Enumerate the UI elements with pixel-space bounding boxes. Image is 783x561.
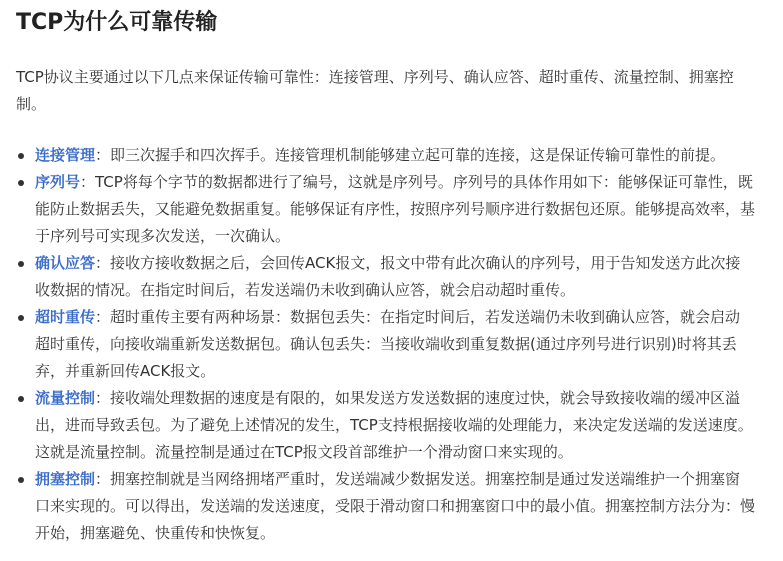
point-text: ：超时重传主要有两种场景：数据包丢失：在指定时间后，若发送端仍未收到确认应答，就会启动超时重传，向接收端重新发送数据包。确认包丢失：当接收端收到重复数据(通过序列号进行识别)时将其丢弃，并重新回传ACK报文。 (35, 308, 741, 380)
bullet-icon (18, 180, 24, 186)
list-item-connection-management (16, 142, 755, 169)
list-item-acknowledgement (16, 250, 755, 304)
bullet-icon (18, 315, 24, 321)
bullet-icon (18, 153, 24, 159)
point-text: ：即三次握手和四次挥手。连接管理机制能够建立起可靠的连接，这是保证传输可靠性的前提。 (95, 146, 726, 164)
point-text: ：接收端处理数据的速度是有限的，如果发送方发送数据的速度过快，就会导致接收端的缓冲区溢出，进而导致丢包。为了避免上述情况的发生，TCP支持根据接收端的处理能力，来决定发送端的发送速度。这就是流量控制。流量控制是通过在TCP报文段首部维护一个滑动窗口来实现的。 (35, 389, 753, 461)
bullet-icon (18, 396, 24, 402)
list-item-sequence-number (16, 169, 755, 250)
list-item-flow-control (16, 385, 755, 466)
list-item-timeout-retransmission (16, 304, 755, 385)
term-congestion-control: 拥塞控制 (35, 470, 96, 488)
term-flow-control: 流量控制 (35, 389, 96, 407)
term-sequence-number: 序列号 (35, 173, 81, 191)
reliability-points-list (16, 142, 755, 547)
point-text: ：TCP将每个字节的数据都进行了编号，这就是序列号。序列号的具体作用如下：能够保证可靠性，既能防止数据丢失，又能避免数据重复。能够保证有序性，按照序列号顺序进行数据包还原。能够提高效率，基于序列号可实现多次发送，一次确认。 (35, 173, 756, 245)
point-text: ：接收方接收数据之后，会回传ACK报文，报文中带有此次确认的序列号，用于告知发送方此次接收数据的情况。在指定时间后，若发送端仍未收到确认应答，就会启动超时重传。 (35, 254, 741, 299)
bullet-icon (18, 477, 24, 483)
term-timeout-retransmission: 超时重传 (35, 308, 96, 326)
page-title: TCP为什么可靠传输 (16, 10, 218, 35)
list-item-congestion-control (16, 466, 755, 547)
term-connection-management: 连接管理 (35, 146, 96, 164)
intro-paragraph: TCP协议主要通过以下几点来保证传输可靠性：连接管理、序列号、确认应答、超时重传、流量控制、拥塞控制。 (16, 68, 734, 113)
point-text: ：拥塞控制就是当网络拥堵严重时，发送端减少数据发送。拥塞控制是通过发送端维护一个拥塞窗口来实现的。可以得出，发送端的发送速度，受限于滑动窗口和拥塞窗口中的最小值。拥塞控制方法分为：慢开始，拥塞避免、快重传和快恢复。 (35, 470, 756, 542)
bullet-icon (18, 261, 24, 267)
term-acknowledgement: 确认应答 (35, 254, 96, 272)
